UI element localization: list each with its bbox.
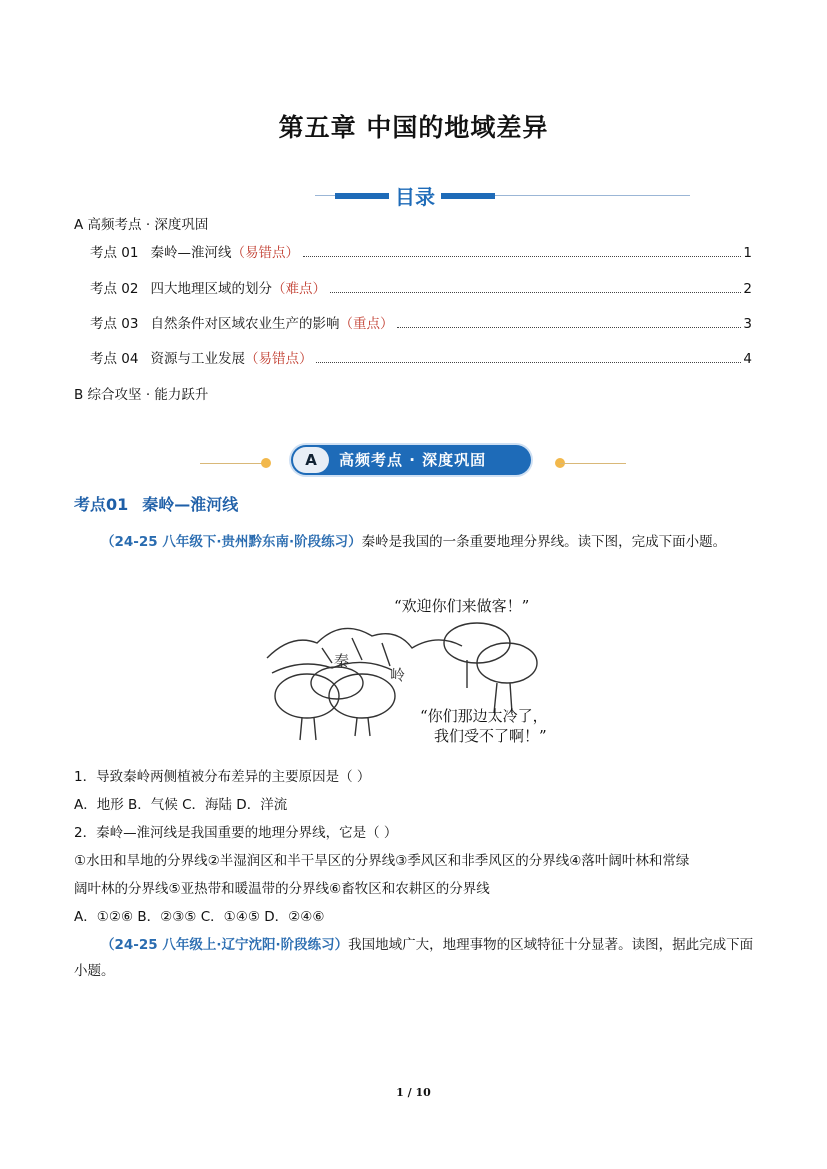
qinling-cartoon-figure: [262, 588, 582, 748]
toc-entry-page: 2: [743, 281, 752, 297]
toc-entry-tag: （难点）: [271, 281, 326, 297]
toc-entry[interactable]: [90, 241, 752, 259]
toc-entry-page: 4: [743, 351, 752, 367]
page-number: 1 / 10: [396, 1086, 431, 1099]
document-title: 第五章 中国的地域差异: [278, 113, 549, 142]
toc-leader-dots: [303, 256, 741, 257]
toc-entry-tag: （易错点）: [231, 245, 299, 261]
toc-leader-dots: [330, 292, 741, 293]
question-1-options: A．地形 B．气候 C．海陆 D．洋流: [74, 797, 288, 813]
q3-intro-text: 我国地域广大，地理事物的区域特征十分显著。读图，据此完成下面小题。: [74, 937, 754, 979]
mountain-ridge: [267, 628, 462, 658]
toc-entry-name: 四大地理区域的划分: [150, 281, 272, 297]
toc-entry-tag: （重点）: [339, 316, 394, 332]
q1-intro-text: 秦岭是我国的一条重要地理分界线。读下图，完成下面小题。: [361, 534, 727, 550]
toc-section-b[interactable]: B 综合攻坚 · 能力跃升: [74, 387, 209, 403]
toc-entry-name: 资源与工业发展: [150, 351, 245, 367]
toc-section-a[interactable]: A 高频考点 · 深度巩固: [74, 217, 209, 233]
figure-label-qin: 秦: [334, 652, 350, 670]
tree-trunk: [300, 718, 370, 740]
toc-entry[interactable]: [90, 347, 752, 365]
toc-heading: 目录: [395, 185, 435, 209]
toc-entry[interactable]: [90, 312, 752, 330]
q3-source: （24-25 八年级上·辽宁沈阳·阶段练习）: [101, 937, 349, 953]
figure-quote-bottom-2: 我们受不了啊！”: [434, 727, 547, 745]
toc-entry-name: 自然条件对区域农业生产的影响: [150, 316, 340, 332]
section-banner-text: 高频考点 · 深度巩固: [339, 451, 487, 469]
toc-entry-code: 考点 04: [90, 351, 139, 367]
toc-entry-code: 考点 02: [90, 281, 139, 297]
toc-entry-name: 秦岭—淮河线: [150, 245, 232, 261]
question-2-options: A．①②⑥ B．②③⑤ C．①④⑤ D．②④⑥: [74, 909, 325, 925]
q1-source: （24-25 八年级下·贵州黔东南·阶段练习）: [101, 534, 362, 550]
question-2-statements-line1: ①水田和旱地的分界线②半湿润区和半干旱区的分界线③季风区和非季风区的分界线④落叶阔叶林和常绿: [74, 853, 690, 869]
question-2: 2．秦岭—淮河线是我国重要的地理分界线，它是（ ）: [74, 825, 398, 841]
kp1-name: 秦岭—淮河线: [142, 495, 239, 514]
toc-entry-code: 考点 03: [90, 316, 139, 332]
tree-crown: [311, 667, 363, 699]
toc-entry[interactable]: [90, 277, 752, 295]
question-1: 1．导致秦岭两侧植被分布差异的主要原因是（ ）: [74, 769, 371, 785]
toc-entry-tag: （易错点）: [244, 351, 313, 367]
toc-entry-page: 1: [743, 245, 752, 261]
q1-intro: [74, 529, 754, 555]
section-a-banner: [0, 440, 827, 480]
toc-leader-dots: [397, 327, 741, 328]
section-badge: A: [293, 447, 329, 473]
kp1-heading: [74, 492, 238, 515]
toc-leader-dots: [316, 362, 741, 363]
figure-label-ling: 岭: [390, 666, 406, 684]
toc-entry-page: 3: [743, 316, 752, 332]
section-a-pill: [291, 445, 531, 475]
toc-heading-banner: [335, 183, 495, 209]
kp1-code: 考点01: [74, 495, 129, 514]
toc-entry-code: 考点 01: [90, 245, 139, 261]
mountain-hatch: [322, 638, 390, 666]
question-2-statements-line2: 阔叶林的分界线⑤亚热带和暖温带的分界线⑥畜牧区和农耕区的分界线: [74, 881, 490, 897]
figure-quote-bottom-1: “你们那边太冷了，: [420, 707, 548, 725]
tree-trunk: [467, 660, 512, 713]
cartoon-drawing: [262, 588, 582, 748]
q3-intro: [74, 932, 754, 984]
figure-quote-top: “欢迎你们来做客！”: [394, 597, 530, 615]
